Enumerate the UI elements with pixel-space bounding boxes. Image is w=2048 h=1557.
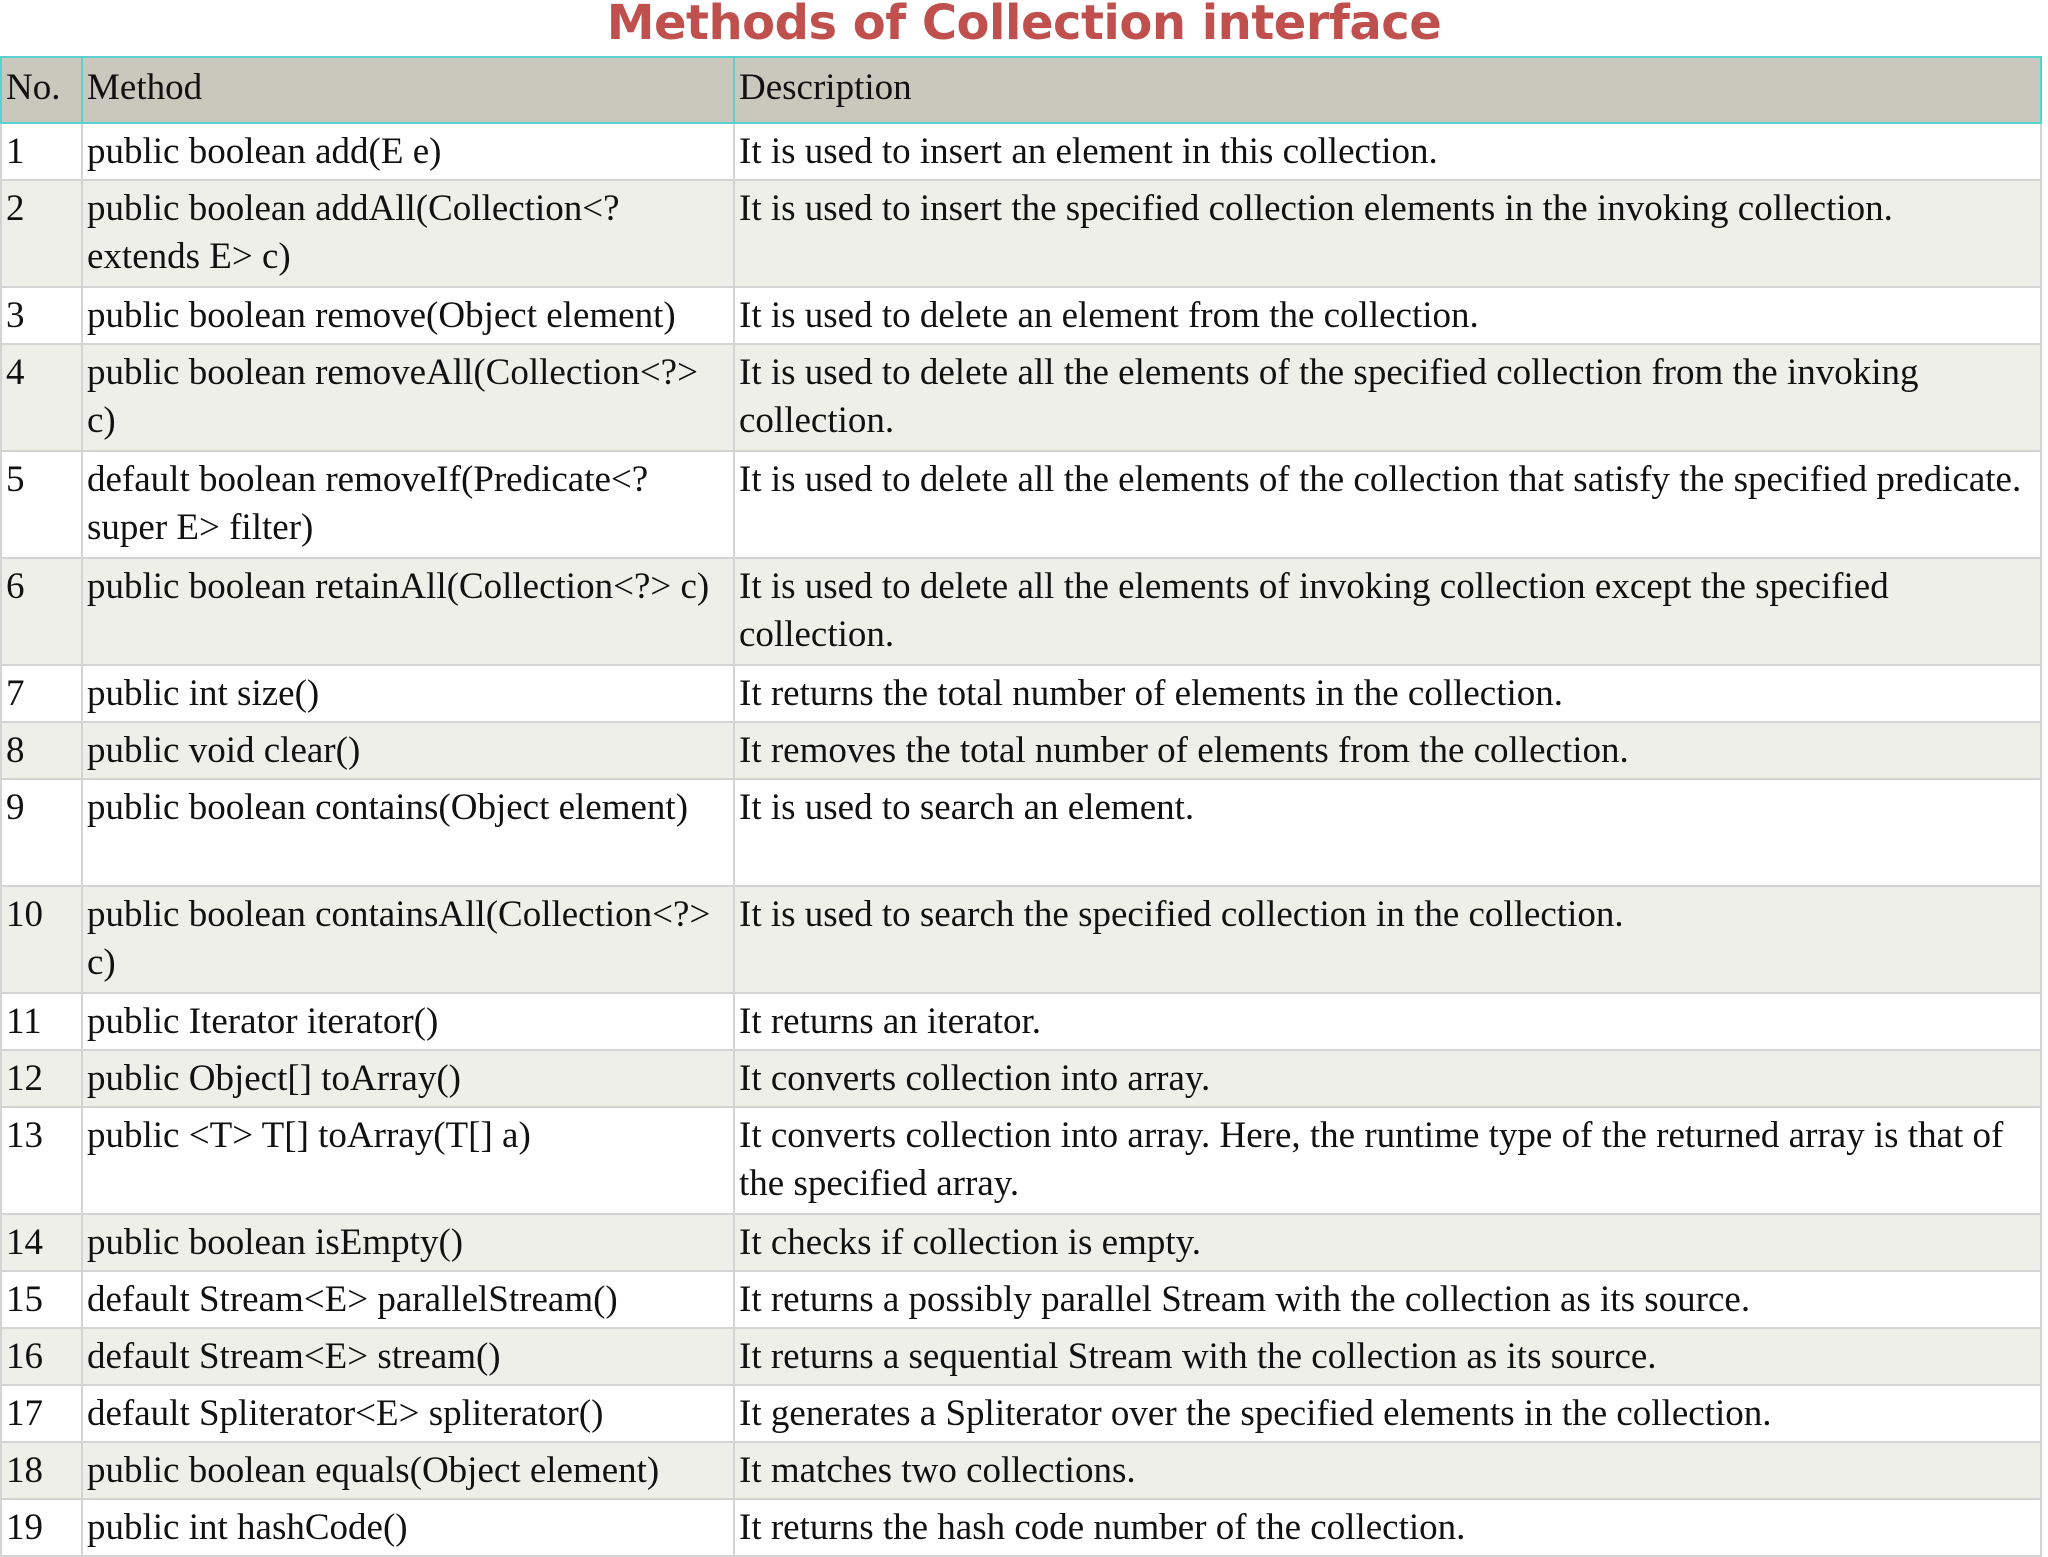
cell-method: default boolean removeIf(Predicate<? super E> filter) <box>82 451 734 558</box>
cell-no: 2 <box>1 180 82 287</box>
cell-method: public boolean isEmpty() <box>82 1214 734 1271</box>
cell-no: 10 <box>1 886 82 993</box>
cell-method: public boolean remove(Object element) <box>82 287 734 344</box>
header-description: Description <box>734 57 2041 123</box>
cell-method: public <T> T[] toArray(T[] a) <box>82 1107 734 1214</box>
cell-description: It returns the total number of elements in the collection. <box>734 665 2041 722</box>
table-row <box>1 665 2041 722</box>
cell-no: 8 <box>1 722 82 779</box>
cell-no: 13 <box>1 1107 82 1214</box>
cell-description: It checks if collection is empty. <box>734 1214 2041 1271</box>
table-row <box>1 722 2041 779</box>
cell-method: default Stream<E> parallelStream() <box>82 1271 734 1328</box>
cell-no: 18 <box>1 1442 82 1499</box>
cell-method: public boolean equals(Object element) <box>82 1442 734 1499</box>
methods-table <box>0 56 2042 1557</box>
cell-method: public boolean contains(Object element) <box>82 779 734 886</box>
cell-method: default Stream<E> stream() <box>82 1328 734 1385</box>
table-row <box>1 1328 2041 1385</box>
table-row <box>1 123 2041 180</box>
table-row <box>1 1050 2041 1107</box>
cell-no: 16 <box>1 1328 82 1385</box>
table-row <box>1 1385 2041 1442</box>
cell-description: It is used to search the specified collection in the collection. <box>734 886 2041 993</box>
table-header <box>1 57 2041 123</box>
cell-method: public void clear() <box>82 722 734 779</box>
table-row <box>1 180 2041 287</box>
table-row <box>1 1107 2041 1214</box>
table-row <box>1 1214 2041 1271</box>
cell-method: public boolean add(E e) <box>82 123 734 180</box>
cell-description: It matches two collections. <box>734 1442 2041 1499</box>
table-row <box>1 344 2041 451</box>
cell-description: It is used to search an element. <box>734 779 2041 886</box>
cell-no: 6 <box>1 558 82 665</box>
cell-method: public Object[] toArray() <box>82 1050 734 1107</box>
cell-method: public boolean containsAll(Collection<?> c) <box>82 886 734 993</box>
table-row <box>1 993 2041 1050</box>
cell-no: 14 <box>1 1214 82 1271</box>
cell-description: It generates a Spliterator over the specified elements in the collection. <box>734 1385 2041 1442</box>
cell-method: public int hashCode() <box>82 1499 734 1556</box>
cell-description: It returns the hash code number of the collection. <box>734 1499 2041 1556</box>
cell-description: It returns an iterator. <box>734 993 2041 1050</box>
cell-description: It returns a possibly parallel Stream with the collection as its source. <box>734 1271 2041 1328</box>
cell-description: It is used to delete an element from the collection. <box>734 287 2041 344</box>
cell-description: It is used to delete all the elements of the collection that satisfy the specified predicate. <box>734 451 2041 558</box>
table-row <box>1 1271 2041 1328</box>
cell-description: It removes the total number of elements from the collection. <box>734 722 2041 779</box>
cell-method: public boolean removeAll(Collection<?> c) <box>82 344 734 451</box>
table-row <box>1 1442 2041 1499</box>
table-row <box>1 886 2041 993</box>
header-no: No. <box>1 57 82 123</box>
cell-method: public boolean addAll(Collection<? extends E> c) <box>82 180 734 287</box>
cell-no: 5 <box>1 451 82 558</box>
cell-description: It converts collection into array. <box>734 1050 2041 1107</box>
cell-no: 15 <box>1 1271 82 1328</box>
table-row <box>1 287 2041 344</box>
cell-no: 7 <box>1 665 82 722</box>
cell-no: 9 <box>1 779 82 886</box>
cell-description: It returns a sequential Stream with the collection as its source. <box>734 1328 2041 1385</box>
cell-no: 17 <box>1 1385 82 1442</box>
table-row <box>1 451 2041 558</box>
header-row <box>1 57 2041 123</box>
cell-description: It is used to insert the specified collection elements in the invoking collection. <box>734 180 2041 287</box>
table-row <box>1 558 2041 665</box>
header-method: Method <box>82 57 734 123</box>
table-row <box>1 1499 2041 1556</box>
cell-no: 11 <box>1 993 82 1050</box>
cell-no: 1 <box>1 123 82 180</box>
cell-description: It is used to delete all the elements of the specified collection from the invoking collection. <box>734 344 2041 451</box>
cell-method: default Spliterator<E> spliterator() <box>82 1385 734 1442</box>
cell-method: public Iterator iterator() <box>82 993 734 1050</box>
cell-description: It converts collection into array. Here, the runtime type of the returned array is that of the specified array. <box>734 1107 2041 1214</box>
table-body <box>1 123 2041 1556</box>
methods-table-container <box>0 56 2040 1557</box>
cell-description: It is used to insert an element in this collection. <box>734 123 2041 180</box>
cell-method: public boolean retainAll(Collection<?> c) <box>82 558 734 665</box>
cell-no: 4 <box>1 344 82 451</box>
table-row <box>1 779 2041 886</box>
cell-description: It is used to delete all the elements of invoking collection except the specified collection. <box>734 558 2041 665</box>
cell-no: 3 <box>1 287 82 344</box>
cell-no: 19 <box>1 1499 82 1556</box>
cell-method: public int size() <box>82 665 734 722</box>
cell-no: 12 <box>1 1050 82 1107</box>
page-title: Methods of Collection interface <box>606 0 1442 51</box>
